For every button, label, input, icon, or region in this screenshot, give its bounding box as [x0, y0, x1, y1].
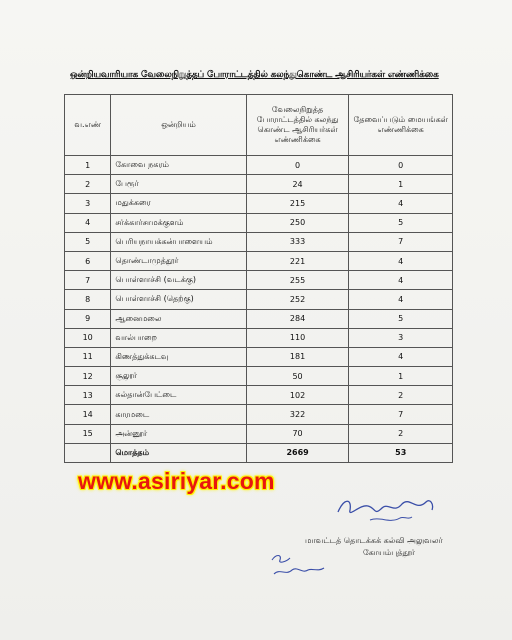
union-strike-table [64, 94, 453, 463]
centres-needed-cell: 4 [349, 290, 453, 309]
serial-number-cell: 3 [65, 194, 111, 213]
header-centres-needed: தேவைப்படும் மையங்கள் எண்ணிக்கை [349, 95, 453, 156]
serial-number-cell: 6 [65, 251, 111, 270]
table-body [65, 156, 453, 463]
union-name-cell: பேரூர் [111, 175, 246, 194]
union-name-cell: சர்க்கார்சாமக்குளம் [111, 213, 246, 232]
centres-needed-cell: 7 [349, 405, 453, 424]
strike-count-cell: 181 [246, 347, 349, 366]
table-row [65, 251, 453, 270]
table-row [65, 175, 453, 194]
strike-count-cell: 250 [246, 213, 349, 232]
strike-count-cell: 110 [246, 328, 349, 347]
officer-place: கோயம்புத்தூர் [363, 548, 416, 557]
document-title: ஒன்றியவாரியாக வேலைநிறுத்தப் போராட்டத்தில் கலந்துகொண்ட ஆசிரியர்கள் எண்ணிக்கை [70, 70, 439, 80]
table-row [65, 194, 453, 213]
table-row [65, 367, 453, 386]
serial-number-cell: 5 [65, 232, 111, 251]
strike-count-cell: 50 [246, 367, 349, 386]
strike-count-cell: 0 [246, 156, 349, 175]
strike-count-cell: 221 [246, 251, 349, 270]
strike-count-cell: 252 [246, 290, 349, 309]
strike-count-cell: 284 [246, 309, 349, 328]
serial-number-cell: 10 [65, 328, 111, 347]
total-serial-cell [65, 443, 111, 462]
strike-count-cell: 322 [246, 405, 349, 424]
table-row [65, 309, 453, 328]
serial-number-cell: 7 [65, 271, 111, 290]
serial-number-cell: 11 [65, 347, 111, 366]
serial-number-cell: 8 [65, 290, 111, 309]
union-name-cell: தொண்டாமுத்தூர் [111, 251, 246, 270]
serial-number-cell: 1 [65, 156, 111, 175]
union-name-cell: சூலூர் [111, 367, 246, 386]
serial-number-cell: 13 [65, 386, 111, 405]
total-centres-needed: 53 [349, 443, 453, 462]
union-name-cell: பொள்ளாச்சி (வடக்கு) [111, 271, 246, 290]
serial-number-cell: 14 [65, 405, 111, 424]
serial-number-cell: 4 [65, 213, 111, 232]
header-serial-number: வ.எண் [65, 95, 111, 156]
table-header-row [65, 95, 453, 156]
serial-number-cell: 9 [65, 309, 111, 328]
centres-needed-cell: 4 [349, 271, 453, 290]
table-row [65, 386, 453, 405]
union-name-cell: கோவை நகரம் [111, 156, 246, 175]
total-strike-count: 2669 [246, 443, 349, 462]
union-name-cell: மதுக்கரை [111, 194, 246, 213]
union-name-cell: வால்பாறை [111, 328, 246, 347]
centres-needed-cell: 7 [349, 232, 453, 251]
table-row [65, 347, 453, 366]
union-name-cell: ஆனைமலை [111, 309, 246, 328]
centres-needed-cell: 0 [349, 156, 453, 175]
table-row [65, 156, 453, 175]
header-strike-count: வேலைநிறுத்த போராட்டத்தில் கலந்து கொண்ட ஆசிரியர்கள் எண்ணிக்கை [246, 95, 349, 156]
handwritten-date-note [268, 550, 328, 580]
centres-needed-cell: 1 [349, 175, 453, 194]
serial-number-cell: 2 [65, 175, 111, 194]
table-row [65, 271, 453, 290]
table-row [65, 213, 453, 232]
union-name-cell: பெரியநாயக்கன்பாளையம் [111, 232, 246, 251]
union-name-cell: சுல்தான்பேட்டை [111, 386, 246, 405]
centres-needed-cell: 2 [349, 386, 453, 405]
union-name-cell: காரமடை [111, 405, 246, 424]
officer-designation: மாவட்டத் தொடக்கக் கல்வி அலுவலர் [305, 536, 443, 545]
table-row [65, 405, 453, 424]
serial-number-cell: 12 [65, 367, 111, 386]
table-row [65, 290, 453, 309]
strike-count-cell: 333 [246, 232, 349, 251]
centres-needed-cell: 4 [349, 194, 453, 213]
table-row [65, 232, 453, 251]
serial-number-cell: 15 [65, 424, 111, 443]
header-union: ஒன்றியம் [111, 95, 246, 156]
total-label: மொத்தம் [111, 443, 246, 462]
strike-count-cell: 70 [246, 424, 349, 443]
union-name-cell: அன்னூர் [111, 424, 246, 443]
union-name-cell: பொள்ளாச்சி (தெற்கு) [111, 290, 246, 309]
centres-needed-cell: 5 [349, 309, 453, 328]
website-watermark: www.asiriyar.com [78, 468, 275, 494]
centres-needed-cell: 1 [349, 367, 453, 386]
strike-count-cell: 24 [246, 175, 349, 194]
strike-count-cell: 255 [246, 271, 349, 290]
total-row [65, 443, 453, 462]
signature-block [305, 535, 475, 559]
table-row [65, 424, 453, 443]
centres-needed-cell: 4 [349, 347, 453, 366]
centres-needed-cell: 3 [349, 328, 453, 347]
centres-needed-cell: 2 [349, 424, 453, 443]
centres-needed-cell: 5 [349, 213, 453, 232]
table-row [65, 328, 453, 347]
strike-count-cell: 102 [246, 386, 349, 405]
officer-signature [330, 490, 440, 530]
centres-needed-cell: 4 [349, 251, 453, 270]
union-name-cell: கிணத்துக்கடவு [111, 347, 246, 366]
strike-count-cell: 215 [246, 194, 349, 213]
